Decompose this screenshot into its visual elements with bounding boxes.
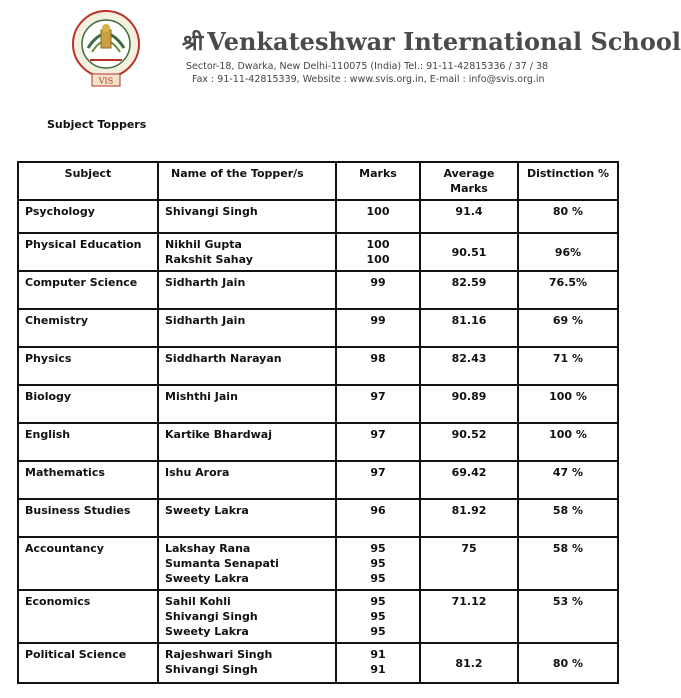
cell-distinction: 69 % [518,309,618,347]
cell-marks [336,499,420,537]
marks-value: 91 [370,663,386,676]
cell-subject: Physical Education [18,233,158,271]
topper-name: Siddharth Narayan [165,352,282,365]
header-marks: Marks [336,162,420,200]
cell-distinction: 58 % [518,537,618,590]
cell-subject: Chemistry [18,309,158,347]
cell-average: 82.43 [420,347,518,385]
cell-subject: Accountancy [18,537,158,590]
cell-average: 75 [420,537,518,590]
address-line: Sector-18, Dwarka, New Delhi-110075 (India) Tel.: 91-11-42815336 / 37 / 38 [186,61,549,72]
table-row [18,461,618,499]
topper-name: Shivangi Singh [165,610,258,623]
cell-marks [336,590,420,643]
cell-names [158,347,336,385]
contact-line: Fax : 91-11-42815339, Website : www.svis.org.in, E-mail : info@svis.org.in [192,74,545,85]
marks-value: 97 [370,466,386,479]
table-row [18,423,618,461]
cell-subject: Political Science [18,643,158,683]
cell-names [158,461,336,499]
topper-name: Ishu Arora [165,466,230,479]
topper-name: Sweety Lakra [165,572,249,585]
page-title: Subject Toppers [47,118,147,131]
cell-names [158,309,336,347]
cell-average: 69.42 [420,461,518,499]
cell-subject: Business Studies [18,499,158,537]
cell-average: 81.92 [420,499,518,537]
marks-value: 100 [366,253,390,266]
toppers-table [17,161,619,684]
cell-average: 81.2 [420,643,518,683]
cell-names [158,200,336,233]
table-row [18,499,618,537]
cell-distinction: 80 % [518,643,618,683]
marks-value: 100 [366,238,390,251]
marks-value: 99 [370,314,386,327]
marks-value: 97 [370,390,386,403]
table-row [18,309,618,347]
cell-average: 81.16 [420,309,518,347]
cell-subject: Economics [18,590,158,643]
cell-names [158,643,336,683]
school-crest-icon [68,8,144,92]
cell-marks [336,271,420,309]
cell-marks [336,200,420,233]
cell-marks [336,233,420,271]
cell-distinction: 53 % [518,590,618,643]
cell-names [158,537,336,590]
table-row [18,537,618,590]
table-row [18,590,618,643]
cell-distinction: 76.5% [518,271,618,309]
header-subject: Subject [18,162,158,200]
table-body [18,200,618,683]
cell-average: 71.12 [420,590,518,643]
table-row [18,271,618,309]
cell-distinction: 100 % [518,385,618,423]
topper-name: Shivangi Singh [165,205,258,218]
cell-marks [336,461,420,499]
cell-subject: Computer Science [18,271,158,309]
table-header-row [18,162,618,200]
topper-name: Shivangi Singh [165,663,258,676]
cell-marks [336,537,420,590]
cell-distinction: 71 % [518,347,618,385]
marks-value: 95 [370,572,386,585]
cell-subject: Psychology [18,200,158,233]
cell-subject: Biology [18,385,158,423]
cell-names [158,233,336,271]
cell-names [158,423,336,461]
cell-distinction: 100 % [518,423,618,461]
cell-marks [336,643,420,683]
table-row [18,643,618,683]
school-name-text: Venkateshwar International School [207,27,681,56]
cell-average: 90.51 [420,233,518,271]
cell-names [158,499,336,537]
topper-name: Kartike Bhardwaj [165,428,273,441]
cell-distinction: 58 % [518,499,618,537]
marks-value: 95 [370,625,386,638]
topper-name: Sweety Lakra [165,625,249,638]
school-prefix: श्री [182,30,204,56]
header-average: Average Marks [420,162,518,200]
marks-value: 95 [370,610,386,623]
table-row [18,347,618,385]
marks-value: 98 [370,352,386,365]
topper-name: Sumanta Senapati [165,557,279,570]
cell-subject: Mathematics [18,461,158,499]
topper-name: Sidharth Jain [165,314,246,327]
cell-names [158,385,336,423]
marks-value: 100 [366,205,390,218]
cell-marks [336,385,420,423]
cell-average: 91.4 [420,200,518,233]
marks-value: 91 [370,648,386,661]
cell-marks [336,347,420,385]
cell-average: 82.59 [420,271,518,309]
school-name [182,27,681,57]
marks-value: 95 [370,542,386,555]
topper-name: Lakshay Rana [165,542,251,555]
header-name: Name of the Topper/s [158,162,336,200]
topper-name: Sweety Lakra [165,504,249,517]
topper-name: Rakshit Sahay [165,253,253,266]
cell-marks [336,309,420,347]
cell-subject: Physics [18,347,158,385]
topper-name: Sidharth Jain [165,276,246,289]
header-distinction: Distinction % [518,162,618,200]
cell-distinction: 80 % [518,200,618,233]
marks-value: 99 [370,276,386,289]
marks-value: 95 [370,557,386,570]
logo-label: VIS [98,76,114,86]
cell-subject: English [18,423,158,461]
marks-value: 95 [370,595,386,608]
cell-average: 90.89 [420,385,518,423]
topper-name: Rajeshwari Singh [165,648,273,661]
cell-distinction: 96% [518,233,618,271]
marks-value: 96 [370,504,386,517]
topper-name: Mishthi Jain [165,390,238,403]
cell-names [158,271,336,309]
cell-names [158,590,336,643]
table-row [18,233,618,271]
letterhead [0,0,681,110]
cell-distinction: 47 % [518,461,618,499]
cell-marks [336,423,420,461]
topper-name: Nikhil Gupta [165,238,242,251]
topper-name: Sahil Kohli [165,595,231,608]
table-row [18,385,618,423]
cell-average: 90.52 [420,423,518,461]
table-row [18,200,618,233]
marks-value: 97 [370,428,386,441]
